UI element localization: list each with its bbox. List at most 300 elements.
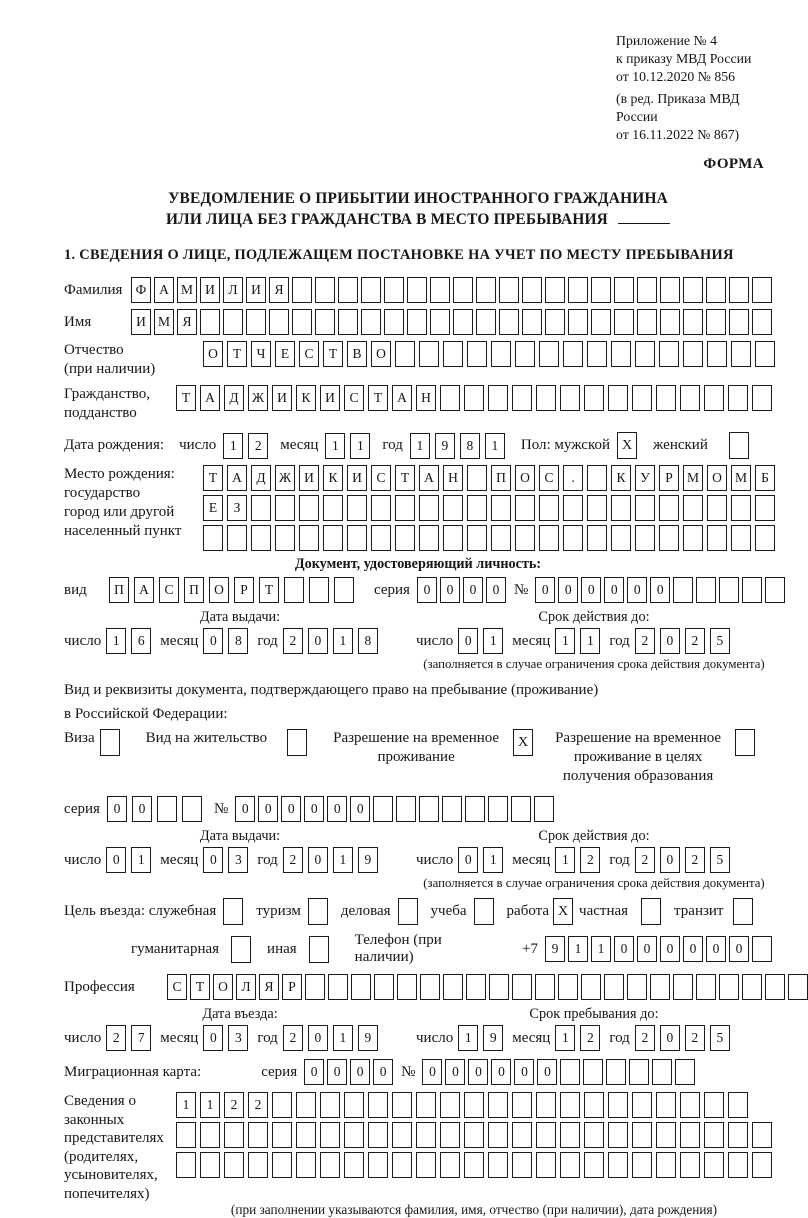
- form-cell[interactable]: Ч: [251, 341, 271, 367]
- form-cell[interactable]: [587, 525, 607, 551]
- form-cell[interactable]: [584, 1092, 604, 1118]
- purpose-humanitarian-checkbox[interactable]: [231, 936, 251, 963]
- form-cell[interactable]: [284, 577, 304, 603]
- form-cell[interactable]: [384, 277, 404, 303]
- form-cell[interactable]: [430, 309, 450, 335]
- form-cell[interactable]: [696, 577, 716, 603]
- form-cell[interactable]: [731, 341, 751, 367]
- form-cell[interactable]: [635, 495, 655, 521]
- form-cell[interactable]: Т: [190, 974, 210, 1000]
- form-cell[interactable]: [614, 309, 634, 335]
- form-cell[interactable]: 0: [660, 936, 680, 962]
- form-cell[interactable]: .: [563, 465, 583, 491]
- form-cell[interactable]: [629, 1059, 649, 1085]
- form-cell[interactable]: [706, 277, 726, 303]
- form-cell[interactable]: [635, 525, 655, 551]
- form-cell[interactable]: [224, 1122, 244, 1148]
- form-cell[interactable]: [515, 341, 535, 367]
- form-cell[interactable]: 1: [555, 1025, 575, 1051]
- form-cell[interactable]: [275, 495, 295, 521]
- form-cell[interactable]: [395, 341, 415, 367]
- form-cell[interactable]: Т: [368, 385, 388, 411]
- form-cell[interactable]: [419, 495, 439, 521]
- form-cell[interactable]: А: [200, 385, 220, 411]
- form-cell[interactable]: [755, 525, 775, 551]
- form-cell[interactable]: М: [177, 277, 197, 303]
- form-cell[interactable]: [395, 495, 415, 521]
- form-cell[interactable]: [368, 1092, 388, 1118]
- form-cell[interactable]: [584, 1122, 604, 1148]
- form-cell[interactable]: [351, 974, 371, 1000]
- form-cell[interactable]: [489, 974, 509, 1000]
- form-cell[interactable]: [315, 309, 335, 335]
- form-cell[interactable]: 9: [435, 433, 455, 459]
- form-cell[interactable]: [512, 974, 532, 1000]
- form-cell[interactable]: [752, 277, 772, 303]
- form-cell[interactable]: [442, 796, 462, 822]
- form-cell[interactable]: [728, 1122, 748, 1148]
- form-cell[interactable]: [338, 309, 358, 335]
- form-cell[interactable]: 0: [132, 796, 152, 822]
- form-cell[interactable]: 2: [106, 1025, 126, 1051]
- form-cell[interactable]: 0: [373, 1059, 393, 1085]
- form-cell[interactable]: А: [419, 465, 439, 491]
- form-cell[interactable]: 1: [591, 936, 611, 962]
- form-cell[interactable]: [315, 277, 335, 303]
- form-cell[interactable]: Я: [259, 974, 279, 1000]
- form-cell[interactable]: Ж: [248, 385, 268, 411]
- form-cell[interactable]: [476, 309, 496, 335]
- form-cell[interactable]: [374, 974, 394, 1000]
- form-cell[interactable]: 1: [555, 628, 575, 654]
- form-cell[interactable]: 0: [203, 1025, 223, 1051]
- form-cell[interactable]: Т: [259, 577, 279, 603]
- form-cell[interactable]: [728, 1152, 748, 1178]
- edu-residence-checkbox[interactable]: [735, 729, 755, 756]
- form-cell[interactable]: 0: [308, 847, 328, 873]
- form-cell[interactable]: [683, 309, 703, 335]
- form-cell[interactable]: [328, 974, 348, 1000]
- form-cell[interactable]: 0: [106, 847, 126, 873]
- form-cell[interactable]: 0: [650, 577, 670, 603]
- form-cell[interactable]: [344, 1122, 364, 1148]
- form-cell[interactable]: [632, 1092, 652, 1118]
- form-cell[interactable]: [443, 525, 463, 551]
- form-cell[interactable]: [752, 936, 772, 962]
- form-cell[interactable]: 0: [107, 796, 127, 822]
- form-cell[interactable]: [334, 577, 354, 603]
- form-cell[interactable]: 0: [304, 796, 324, 822]
- form-cell[interactable]: 2: [283, 847, 303, 873]
- form-cell[interactable]: [683, 495, 703, 521]
- form-cell[interactable]: И: [131, 309, 151, 335]
- form-cell[interactable]: [611, 341, 631, 367]
- form-cell[interactable]: [488, 796, 508, 822]
- form-cell[interactable]: Т: [395, 465, 415, 491]
- form-cell[interactable]: [511, 796, 531, 822]
- form-cell[interactable]: [275, 525, 295, 551]
- form-cell[interactable]: [632, 1122, 652, 1148]
- form-cell[interactable]: [440, 1092, 460, 1118]
- form-cell[interactable]: [683, 277, 703, 303]
- female-checkbox[interactable]: [729, 432, 749, 459]
- form-cell[interactable]: [248, 1122, 268, 1148]
- form-cell[interactable]: [680, 1122, 700, 1148]
- form-cell[interactable]: [296, 1122, 316, 1148]
- form-cell[interactable]: 1: [333, 847, 353, 873]
- form-cell[interactable]: [539, 525, 559, 551]
- form-cell[interactable]: [392, 1092, 412, 1118]
- form-cell[interactable]: В: [347, 341, 367, 367]
- form-cell[interactable]: [440, 1122, 460, 1148]
- form-cell[interactable]: [608, 385, 628, 411]
- form-cell[interactable]: [581, 974, 601, 1000]
- form-cell[interactable]: 0: [417, 577, 437, 603]
- form-cell[interactable]: [420, 974, 440, 1000]
- form-cell[interactable]: [659, 341, 679, 367]
- form-cell[interactable]: Т: [203, 465, 223, 491]
- form-cell[interactable]: [344, 1152, 364, 1178]
- form-cell[interactable]: С: [159, 577, 179, 603]
- form-cell[interactable]: 5: [710, 628, 730, 654]
- form-cell[interactable]: 2: [283, 1025, 303, 1051]
- form-cell[interactable]: 0: [683, 936, 703, 962]
- form-cell[interactable]: И: [272, 385, 292, 411]
- form-cell[interactable]: Л: [223, 277, 243, 303]
- form-cell[interactable]: [539, 495, 559, 521]
- form-cell[interactable]: [560, 1122, 580, 1148]
- form-cell[interactable]: С: [539, 465, 559, 491]
- form-cell[interactable]: [660, 309, 680, 335]
- form-cell[interactable]: Р: [234, 577, 254, 603]
- form-cell[interactable]: [371, 495, 391, 521]
- form-cell[interactable]: [395, 525, 415, 551]
- form-cell[interactable]: [476, 277, 496, 303]
- form-cell[interactable]: [652, 1059, 672, 1085]
- form-cell[interactable]: [731, 495, 751, 521]
- form-cell[interactable]: [292, 277, 312, 303]
- form-cell[interactable]: [587, 341, 607, 367]
- form-cell[interactable]: [227, 525, 247, 551]
- form-cell[interactable]: А: [134, 577, 154, 603]
- form-cell[interactable]: [535, 974, 555, 1000]
- form-cell[interactable]: Р: [282, 974, 302, 1000]
- form-cell[interactable]: [680, 1152, 700, 1178]
- form-cell[interactable]: [512, 385, 532, 411]
- form-cell[interactable]: Е: [275, 341, 295, 367]
- form-cell[interactable]: К: [323, 465, 343, 491]
- form-cell[interactable]: [706, 309, 726, 335]
- form-cell[interactable]: [464, 385, 484, 411]
- form-cell[interactable]: 0: [729, 936, 749, 962]
- form-cell[interactable]: [560, 385, 580, 411]
- form-cell[interactable]: [443, 495, 463, 521]
- form-cell[interactable]: 3: [228, 847, 248, 873]
- form-cell[interactable]: [656, 1092, 676, 1118]
- form-cell[interactable]: [488, 1152, 508, 1178]
- form-cell[interactable]: [536, 1152, 556, 1178]
- form-cell[interactable]: [443, 341, 463, 367]
- form-cell[interactable]: [650, 974, 670, 1000]
- purpose-other-checkbox[interactable]: [309, 936, 329, 963]
- form-cell[interactable]: [560, 1152, 580, 1178]
- form-cell[interactable]: [182, 796, 202, 822]
- form-cell[interactable]: 2: [635, 628, 655, 654]
- form-cell[interactable]: [656, 385, 676, 411]
- form-cell[interactable]: 9: [358, 1025, 378, 1051]
- form-cell[interactable]: [728, 385, 748, 411]
- form-cell[interactable]: 0: [468, 1059, 488, 1085]
- form-cell[interactable]: 1: [483, 847, 503, 873]
- form-cell[interactable]: [656, 1122, 676, 1148]
- form-cell[interactable]: [560, 1059, 580, 1085]
- form-cell[interactable]: [591, 309, 611, 335]
- form-cell[interactable]: [320, 1122, 340, 1148]
- form-cell[interactable]: [539, 341, 559, 367]
- form-cell[interactable]: 0: [203, 628, 223, 654]
- form-cell[interactable]: [203, 525, 223, 551]
- form-cell[interactable]: 0: [281, 796, 301, 822]
- form-cell[interactable]: 0: [486, 577, 506, 603]
- form-cell[interactable]: [515, 525, 535, 551]
- form-cell[interactable]: 5: [710, 847, 730, 873]
- form-cell[interactable]: И: [347, 465, 367, 491]
- form-cell[interactable]: [224, 1152, 244, 1178]
- visa-checkbox[interactable]: [100, 729, 120, 756]
- form-cell[interactable]: [176, 1122, 196, 1148]
- form-cell[interactable]: [488, 1092, 508, 1118]
- form-cell[interactable]: 0: [458, 847, 478, 873]
- form-cell[interactable]: [176, 1152, 196, 1178]
- residence-permit-checkbox[interactable]: [287, 729, 307, 756]
- form-cell[interactable]: 9: [545, 936, 565, 962]
- form-cell[interactable]: 2: [685, 628, 705, 654]
- form-cell[interactable]: 1: [350, 433, 370, 459]
- form-cell[interactable]: [742, 577, 762, 603]
- form-cell[interactable]: [371, 525, 391, 551]
- form-cell[interactable]: 1: [568, 936, 588, 962]
- form-cell[interactable]: [659, 525, 679, 551]
- form-cell[interactable]: [563, 525, 583, 551]
- form-cell[interactable]: [491, 525, 511, 551]
- form-cell[interactable]: П: [491, 465, 511, 491]
- purpose-work-checkbox[interactable]: X: [553, 898, 573, 925]
- form-cell[interactable]: 1: [458, 1025, 478, 1051]
- form-cell[interactable]: [563, 495, 583, 521]
- form-cell[interactable]: 2: [685, 847, 705, 873]
- form-cell[interactable]: [742, 974, 762, 1000]
- form-cell[interactable]: [707, 341, 727, 367]
- form-cell[interactable]: [752, 309, 772, 335]
- form-cell[interactable]: [397, 974, 417, 1000]
- form-cell[interactable]: [464, 1152, 484, 1178]
- form-cell[interactable]: Б: [755, 465, 775, 491]
- form-cell[interactable]: З: [227, 495, 247, 521]
- form-cell[interactable]: [563, 341, 583, 367]
- form-cell[interactable]: [696, 974, 716, 1000]
- form-cell[interactable]: [545, 309, 565, 335]
- form-cell[interactable]: 0: [422, 1059, 442, 1085]
- form-cell[interactable]: [251, 525, 271, 551]
- form-cell[interactable]: 0: [627, 577, 647, 603]
- form-cell[interactable]: Н: [416, 385, 436, 411]
- form-cell[interactable]: [269, 309, 289, 335]
- form-cell[interactable]: [416, 1152, 436, 1178]
- form-cell[interactable]: 1: [333, 628, 353, 654]
- form-cell[interactable]: [545, 277, 565, 303]
- form-cell[interactable]: 1: [483, 628, 503, 654]
- form-cell[interactable]: 0: [235, 796, 255, 822]
- form-cell[interactable]: [583, 1059, 603, 1085]
- form-cell[interactable]: [752, 385, 772, 411]
- form-cell[interactable]: 2: [283, 628, 303, 654]
- form-cell[interactable]: [587, 495, 607, 521]
- form-cell[interactable]: [704, 385, 724, 411]
- form-cell[interactable]: [440, 1152, 460, 1178]
- form-cell[interactable]: [200, 1122, 220, 1148]
- form-cell[interactable]: О: [371, 341, 391, 367]
- form-cell[interactable]: [305, 974, 325, 1000]
- form-cell[interactable]: М: [683, 465, 703, 491]
- form-cell[interactable]: [704, 1152, 724, 1178]
- form-cell[interactable]: Ф: [131, 277, 151, 303]
- form-cell[interactable]: 1: [200, 1092, 220, 1118]
- form-cell[interactable]: [200, 309, 220, 335]
- form-cell[interactable]: 0: [350, 796, 370, 822]
- form-cell[interactable]: 0: [614, 936, 634, 962]
- form-cell[interactable]: [659, 495, 679, 521]
- form-cell[interactable]: 0: [203, 847, 223, 873]
- form-cell[interactable]: Н: [443, 465, 463, 491]
- form-cell[interactable]: [587, 465, 607, 491]
- form-cell[interactable]: 0: [660, 847, 680, 873]
- form-cell[interactable]: [272, 1152, 292, 1178]
- form-cell[interactable]: [347, 525, 367, 551]
- form-cell[interactable]: 8: [460, 433, 480, 459]
- form-cell[interactable]: 1: [485, 433, 505, 459]
- form-cell[interactable]: [467, 495, 487, 521]
- form-cell[interactable]: Л: [236, 974, 256, 1000]
- form-cell[interactable]: [560, 1092, 580, 1118]
- form-cell[interactable]: [558, 974, 578, 1000]
- form-cell[interactable]: С: [299, 341, 319, 367]
- form-cell[interactable]: [299, 525, 319, 551]
- form-cell[interactable]: [392, 1122, 412, 1148]
- form-cell[interactable]: [719, 974, 739, 1000]
- form-cell[interactable]: [272, 1092, 292, 1118]
- form-cell[interactable]: [707, 495, 727, 521]
- form-cell[interactable]: 0: [458, 628, 478, 654]
- form-cell[interactable]: А: [154, 277, 174, 303]
- form-cell[interactable]: 7: [131, 1025, 151, 1051]
- form-cell[interactable]: [299, 495, 319, 521]
- form-cell[interactable]: 0: [258, 796, 278, 822]
- form-cell[interactable]: [604, 974, 624, 1000]
- form-cell[interactable]: [396, 796, 416, 822]
- form-cell[interactable]: [323, 495, 343, 521]
- form-cell[interactable]: [719, 577, 739, 603]
- form-cell[interactable]: М: [154, 309, 174, 335]
- form-cell[interactable]: 2: [635, 847, 655, 873]
- form-cell[interactable]: [568, 277, 588, 303]
- form-cell[interactable]: [515, 495, 535, 521]
- form-cell[interactable]: [656, 1152, 676, 1178]
- form-cell[interactable]: [491, 495, 511, 521]
- form-cell[interactable]: [347, 495, 367, 521]
- form-cell[interactable]: 0: [558, 577, 578, 603]
- form-cell[interactable]: [632, 385, 652, 411]
- form-cell[interactable]: [467, 525, 487, 551]
- form-cell[interactable]: [491, 341, 511, 367]
- form-cell[interactable]: [296, 1152, 316, 1178]
- form-cell[interactable]: [632, 1152, 652, 1178]
- form-cell[interactable]: Я: [269, 277, 289, 303]
- form-cell[interactable]: [467, 465, 487, 491]
- form-cell[interactable]: 0: [350, 1059, 370, 1085]
- form-cell[interactable]: [512, 1092, 532, 1118]
- form-cell[interactable]: О: [213, 974, 233, 1000]
- form-cell[interactable]: [788, 974, 808, 1000]
- form-cell[interactable]: [419, 796, 439, 822]
- form-cell[interactable]: 2: [580, 1025, 600, 1051]
- form-cell[interactable]: [522, 309, 542, 335]
- form-cell[interactable]: 9: [483, 1025, 503, 1051]
- form-cell[interactable]: 8: [358, 628, 378, 654]
- form-cell[interactable]: [453, 277, 473, 303]
- form-cell[interactable]: 1: [223, 433, 243, 459]
- form-cell[interactable]: 2: [248, 433, 268, 459]
- form-cell[interactable]: О: [707, 465, 727, 491]
- form-cell[interactable]: [568, 309, 588, 335]
- form-cell[interactable]: 0: [660, 1025, 680, 1051]
- form-cell[interactable]: [614, 277, 634, 303]
- form-cell[interactable]: [584, 1152, 604, 1178]
- form-cell[interactable]: [157, 796, 177, 822]
- form-cell[interactable]: [673, 974, 693, 1000]
- form-cell[interactable]: [320, 1092, 340, 1118]
- form-cell[interactable]: 0: [327, 796, 347, 822]
- form-cell[interactable]: [361, 309, 381, 335]
- form-cell[interactable]: 2: [580, 847, 600, 873]
- form-cell[interactable]: [223, 309, 243, 335]
- form-cell[interactable]: [680, 385, 700, 411]
- form-cell[interactable]: О: [209, 577, 229, 603]
- form-cell[interactable]: [608, 1092, 628, 1118]
- form-cell[interactable]: [611, 495, 631, 521]
- form-cell[interactable]: [419, 341, 439, 367]
- form-cell[interactable]: Р: [659, 465, 679, 491]
- purpose-official-checkbox[interactable]: [223, 898, 243, 925]
- form-cell[interactable]: 0: [445, 1059, 465, 1085]
- form-cell[interactable]: 1: [555, 847, 575, 873]
- form-cell[interactable]: [704, 1122, 724, 1148]
- form-cell[interactable]: [344, 1092, 364, 1118]
- form-cell[interactable]: [251, 495, 271, 521]
- form-cell[interactable]: [534, 796, 554, 822]
- form-cell[interactable]: Е: [203, 495, 223, 521]
- form-cell[interactable]: [755, 495, 775, 521]
- form-cell[interactable]: 0: [463, 577, 483, 603]
- form-cell[interactable]: Т: [227, 341, 247, 367]
- form-cell[interactable]: О: [515, 465, 535, 491]
- form-cell[interactable]: [591, 277, 611, 303]
- form-cell[interactable]: [680, 1092, 700, 1118]
- form-cell[interactable]: 2: [635, 1025, 655, 1051]
- form-cell[interactable]: 0: [535, 577, 555, 603]
- form-cell[interactable]: [368, 1122, 388, 1148]
- form-cell[interactable]: 0: [308, 1025, 328, 1051]
- form-cell[interactable]: [361, 277, 381, 303]
